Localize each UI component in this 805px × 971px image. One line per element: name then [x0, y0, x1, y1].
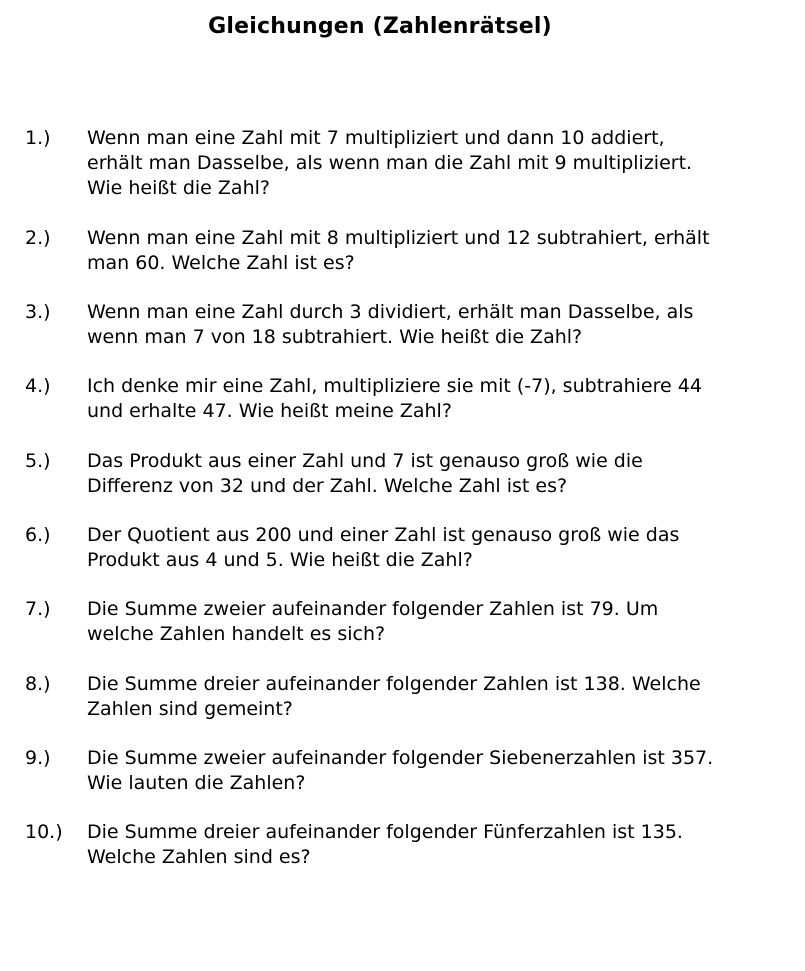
- page-title: Gleichungen (Zahlenrätsel): [208, 14, 552, 39]
- problem-line: Ich denke mir eine Zahl, multipliziere sie mit (-7), subtrahiere 44: [87, 375, 702, 397]
- problem-line: Zahlen sind gemeint?: [87, 698, 293, 720]
- problem-number: 1.): [25, 127, 51, 149]
- problem-line: erhält man Dasselbe, als wenn man die Zahl mit 9 multipliziert.: [87, 152, 693, 174]
- problem-line: man 60. Welche Zahl ist es?: [87, 252, 355, 274]
- problem-line: Das Produkt aus einer Zahl und 7 ist genauso groß wie die: [87, 450, 643, 472]
- problem-text: [87, 449, 777, 499]
- problem-number: 7.): [25, 598, 51, 620]
- problem-line: und erhalte 47. Wie heißt meine Zahl?: [87, 400, 452, 422]
- problem-text: [87, 226, 777, 276]
- problem-line: Wenn man eine Zahl mit 7 multipliziert und dann 10 addiert,: [87, 127, 665, 149]
- problem-text: [87, 597, 777, 647]
- problem-line: Wie heißt die Zahl?: [87, 177, 270, 199]
- problem-number: 9.): [25, 747, 51, 769]
- problem-line: welche Zahlen handelt es sich?: [87, 623, 386, 645]
- problem-line: Differenz von 32 und der Zahl. Welche Zahl ist es?: [87, 475, 568, 497]
- problem-text: [87, 820, 777, 870]
- problem-number: 6.): [25, 524, 51, 546]
- problem-line: Die Summe zweier aufeinander folgender Siebenerzahlen ist 357.: [87, 747, 714, 769]
- problem-line: Wenn man eine Zahl durch 3 dividiert, erhält man Dasselbe, als: [87, 301, 694, 323]
- problem-number: 3.): [25, 301, 51, 323]
- problem-text: [87, 746, 777, 796]
- problem-line: Produkt aus 4 und 5. Wie heißt die Zahl?: [87, 549, 473, 571]
- problem-line: Welche Zahlen sind es?: [87, 846, 311, 868]
- problem-number: 10.): [25, 821, 63, 843]
- problem-number: 8.): [25, 673, 51, 695]
- problem-text: [87, 300, 777, 350]
- problem-number: 5.): [25, 450, 51, 472]
- problem-number: 2.): [25, 227, 51, 249]
- problem-line: Die Summe dreier aufeinander folgender Fünferzahlen ist 135.: [87, 821, 683, 843]
- problem-line: Wenn man eine Zahl mit 8 multipliziert und 12 subtrahiert, erhält: [87, 227, 710, 249]
- problem-number: 4.): [25, 375, 51, 397]
- problem-text: [87, 672, 777, 722]
- problem-text: [87, 523, 777, 573]
- problem-line: Die Summe dreier aufeinander folgender Zahlen ist 138. Welche: [87, 673, 701, 695]
- problem-line: wenn man 7 von 18 subtrahiert. Wie heißt die Zahl?: [87, 326, 583, 348]
- problem-line: Die Summe zweier aufeinander folgender Zahlen ist 79. Um: [87, 598, 659, 620]
- problem-text: [87, 374, 777, 424]
- problem-text: [87, 126, 777, 201]
- problem-line: Der Quotient aus 200 und einer Zahl ist genauso groß wie das: [87, 524, 680, 546]
- problem-line: Wie lauten die Zahlen?: [87, 772, 306, 794]
